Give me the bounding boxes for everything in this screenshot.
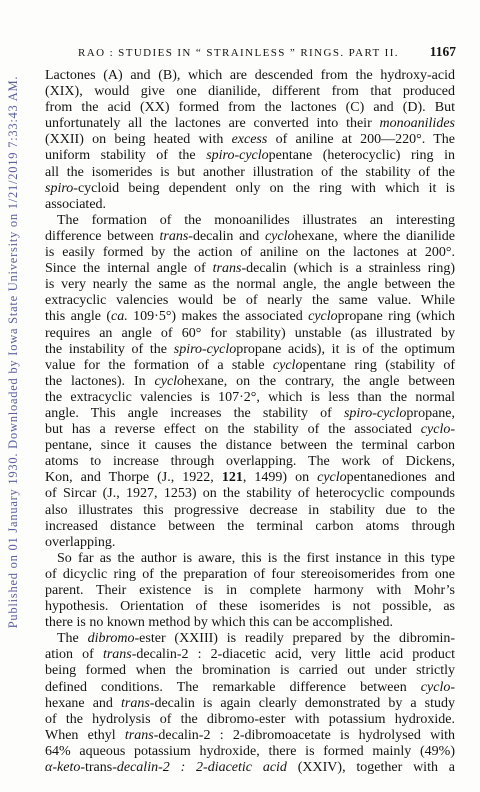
text-run: from the acid (XX) formed from the lactones (C) and (D). But bbox=[45, 100, 455, 116]
text-line bbox=[45, 647, 455, 663]
running-header bbox=[78, 44, 456, 60]
text-run: hypothesis. Orientation of these isomerides is not possible, as bbox=[45, 599, 455, 615]
text-run: all the isomerides is but another illustration of the stability of the bbox=[45, 164, 455, 180]
text-run: hexane, where the dianilide bbox=[294, 228, 455, 244]
italic-text: trans bbox=[212, 261, 242, 277]
text-line bbox=[45, 486, 455, 502]
text-line bbox=[45, 760, 455, 776]
text-run: , 1499) on bbox=[242, 470, 318, 486]
text-run: value for the formation of a stable bbox=[45, 357, 273, 373]
text-run: parent. Their existence is in complete harmony with Mohr’s bbox=[45, 583, 455, 598]
italic-text: cyclo bbox=[264, 228, 295, 244]
paragraph bbox=[45, 68, 455, 213]
paragraph bbox=[45, 551, 455, 631]
text-run: of dicyclic ring of the preparation of four stereoisomerides from one bbox=[45, 566, 455, 582]
text-line bbox=[45, 148, 455, 164]
text-run: the instability of the bbox=[45, 341, 174, 357]
text-run: -cycloid being dependent only on the ring with which it is bbox=[73, 180, 455, 196]
text-line bbox=[45, 277, 455, 293]
text-run: associated. bbox=[45, 196, 107, 212]
italic-text: trans bbox=[102, 647, 132, 663]
text-run: atoms to increase through overlapping. The work of Dickens, bbox=[45, 454, 455, 470]
text-run: difference between bbox=[45, 228, 160, 244]
text-run: pentane, since it causes the distance between the terminal carbon bbox=[45, 438, 455, 454]
text-line bbox=[45, 165, 455, 181]
text-run: there is no known method by which this can be accomplished. bbox=[45, 615, 393, 631]
text-line bbox=[45, 261, 455, 277]
text-run: this angle ( bbox=[45, 309, 112, 325]
text-line bbox=[45, 535, 455, 551]
text-run: -decalin and bbox=[188, 228, 265, 244]
text-run: the extracyclic valencies is 107·2°, which is less than the normal bbox=[45, 389, 455, 405]
text-run: (XXIV), together with a bbox=[286, 760, 455, 776]
text-run: trans bbox=[85, 760, 113, 776]
italic-text: dibromo bbox=[87, 631, 135, 647]
text-run: of aniline at 200—220°. The bbox=[267, 132, 455, 148]
text-run: (XIX), would give one dianilide, different from that produced bbox=[45, 84, 455, 100]
paragraph bbox=[45, 213, 455, 551]
text-run: propane acids), it is of the optimum bbox=[236, 341, 455, 357]
running-title: RAO : STUDIES IN “ STRAINLESS ” RINGS. PART II. bbox=[78, 47, 399, 59]
text-run: increased distance between the terminal carbon atoms through bbox=[45, 518, 455, 534]
text-line bbox=[45, 438, 455, 454]
italic-text: spiro-cyclo bbox=[206, 148, 269, 164]
italic-text: spiro bbox=[45, 180, 74, 196]
text-line bbox=[45, 631, 455, 647]
text-run: defined conditions. The remarkable difference between bbox=[45, 679, 421, 695]
text-run: angle. This angle increases the stability of bbox=[45, 405, 344, 421]
download-notice: Published on 01 January 1930. Downloaded by Iowa State University on 1/21/2019 7:33:43 AM. bbox=[6, 75, 20, 629]
text-run: So far as the author is aware, this is the first instance in this type bbox=[57, 550, 455, 566]
text-line bbox=[45, 68, 455, 84]
text-run: Since the internal angle of bbox=[45, 261, 213, 277]
text-line bbox=[45, 132, 455, 148]
text-run: The bbox=[57, 631, 88, 647]
italic-text: cyclo bbox=[154, 373, 185, 389]
text-run: overlapping. bbox=[45, 534, 116, 550]
text-line bbox=[45, 422, 455, 438]
text-run: Lactones (A) and (B), which are descended from the hydroxy-acid bbox=[45, 68, 455, 83]
italic-text: cyclo bbox=[317, 470, 347, 486]
page-number: 1167 bbox=[429, 44, 456, 59]
text-line bbox=[45, 197, 455, 213]
italic-text: ca. bbox=[111, 309, 128, 325]
text-run: extracyclic valencies would be of nearly the same value. While bbox=[45, 293, 455, 309]
text-run: but has a reverse effect on the stability of the associated bbox=[45, 422, 421, 438]
text-line bbox=[45, 358, 455, 374]
text-run: -ester (XXIII) is readily prepared by the dibromin- bbox=[134, 631, 456, 647]
text-line bbox=[45, 454, 455, 470]
text-run: 109·5°) makes the associated bbox=[127, 309, 309, 325]
text-run: pentane (heterocyclic) ring in bbox=[268, 148, 456, 164]
text-run: uniform stability of the bbox=[45, 148, 207, 164]
text-run: the lactones). In bbox=[45, 373, 155, 389]
italic-text: spiro-cyclo bbox=[343, 405, 407, 421]
text-run: Kon, and Thorpe (J., 1922, bbox=[45, 470, 222, 486]
text-run: (XXII) on being heated with bbox=[45, 132, 232, 148]
text-line bbox=[45, 116, 455, 132]
bold-text: 121 bbox=[221, 470, 243, 486]
text-line bbox=[45, 583, 455, 599]
text-line bbox=[45, 374, 455, 390]
text-run: propane ring (which bbox=[337, 309, 455, 325]
text-line bbox=[45, 84, 455, 100]
text-run: being formed when the bromination is carried out under strictly bbox=[45, 663, 455, 679]
text-line bbox=[45, 470, 455, 486]
text-run: 64% aqueous potassium hydroxide, there is formed mainly (49%) bbox=[45, 743, 455, 759]
text-line bbox=[45, 406, 455, 422]
text-line bbox=[45, 567, 455, 583]
italic-text: spiro-cyclo bbox=[173, 341, 237, 357]
text-run: hexane and bbox=[45, 695, 121, 711]
italic-text: -decalin-2 : 2-diacetic acid bbox=[112, 760, 287, 776]
text-run: The formation of the monoanilides illustrates an interesting bbox=[57, 212, 455, 228]
text-run: unfortunately all the lactones are converted into their bbox=[45, 116, 380, 132]
text-run: -decalin-2 : 2-diacetic acid, very little acid product bbox=[131, 647, 456, 663]
text-line bbox=[45, 245, 455, 261]
text-run: requires an angle of 60° for stability) unstable (as illustrated by bbox=[45, 325, 455, 341]
text-run: hexane, on the contrary, the angle between bbox=[184, 373, 456, 389]
text-line bbox=[45, 551, 455, 567]
text-line bbox=[45, 229, 455, 245]
text-run: of the hydrolysis of the dibromo-ester with potassium hydroxide. bbox=[45, 711, 455, 727]
text-line bbox=[45, 519, 455, 535]
italic-text: trans bbox=[120, 695, 150, 711]
text-line bbox=[45, 615, 455, 631]
italic-text: α-keto- bbox=[45, 760, 85, 776]
italic-text: cyclo bbox=[308, 309, 338, 325]
text-run: -decalin (which is a strainless ring) bbox=[241, 261, 455, 277]
text-line bbox=[45, 599, 455, 615]
italic-text: monoanilides bbox=[379, 116, 455, 132]
italic-text: cyclo- bbox=[420, 679, 455, 695]
text-run: ation of bbox=[45, 647, 103, 663]
text-run: also illustrates this progressive decrease in stability due to the bbox=[45, 502, 455, 518]
text-run: propane, bbox=[406, 405, 455, 421]
text-line bbox=[45, 326, 455, 342]
italic-text: trans bbox=[159, 228, 189, 244]
text-line bbox=[45, 696, 455, 712]
text-line bbox=[45, 712, 455, 728]
text-run: When ethyl bbox=[45, 727, 125, 743]
text-line bbox=[45, 663, 455, 679]
text-run: is easily formed by the action of aniline on the lactones at 200°. bbox=[45, 245, 455, 261]
text-line bbox=[45, 342, 455, 358]
italic-text: excess bbox=[231, 132, 268, 148]
text-line bbox=[45, 293, 455, 309]
text-run: is very nearly the same as the normal angle, the angle between the bbox=[45, 277, 455, 293]
text-line bbox=[45, 503, 455, 519]
text-line bbox=[45, 728, 455, 744]
text-line bbox=[45, 309, 455, 325]
text-line bbox=[45, 390, 455, 406]
paragraph bbox=[45, 631, 455, 776]
text-line bbox=[45, 744, 455, 760]
text-run: pentanediones and bbox=[346, 470, 455, 486]
text-run: -decalin is again clearly demonstrated by a study bbox=[149, 695, 456, 711]
text-line bbox=[45, 213, 455, 229]
italic-text: cyclo- bbox=[420, 422, 455, 438]
article-body bbox=[45, 68, 455, 776]
text-run: -decalin-2 : 2-dibromoacetate is hydrolysed with bbox=[153, 727, 455, 743]
text-run: pentane ring (stability of bbox=[302, 357, 455, 373]
text-line bbox=[45, 100, 455, 116]
text-line bbox=[45, 680, 455, 696]
italic-text: trans bbox=[124, 727, 154, 743]
italic-text: cyclo bbox=[272, 357, 303, 373]
text-line bbox=[45, 181, 455, 197]
text-run: of Sircar (J., 1927, 1253) on the stability of heterocyclic compounds bbox=[45, 486, 455, 502]
